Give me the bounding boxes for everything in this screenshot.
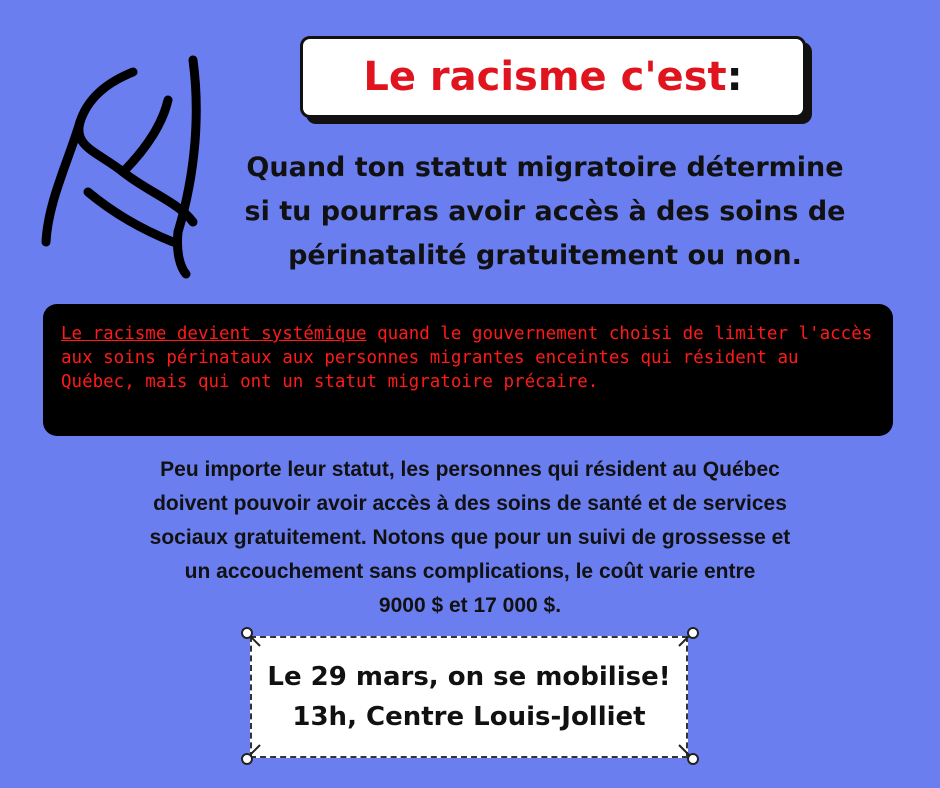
systemic-rest: quand le gouvernement choisi de limiter l'accès aux soins périnataux aux personnes migrantes enceintes qui résident au Québec, mais qui ont un statut migratoire précaire. bbox=[61, 324, 873, 392]
title-box bbox=[300, 36, 806, 118]
body-line: un accouchement sans complications, le coût varie entre bbox=[184, 560, 756, 583]
body-line: doivent pouvoir avoir accès à des soins de santé et de services bbox=[153, 492, 787, 515]
title-colon: : bbox=[726, 54, 743, 100]
systemic-highlight: Le racisme devient systémique bbox=[61, 324, 367, 344]
statement-line: périnatalité gratuitement ou non. bbox=[288, 240, 802, 271]
systemic-racism-text bbox=[61, 322, 881, 394]
systemic-racism-box bbox=[43, 304, 893, 436]
page-title bbox=[363, 54, 742, 100]
event-location-line: 13h, Centre Louis-Jolliet bbox=[292, 702, 646, 732]
pushpin-icon bbox=[674, 626, 700, 652]
statement-line: Quand ton statut migratoire détermine bbox=[246, 152, 844, 183]
hand-drawn-swirl-logo-icon bbox=[28, 52, 228, 282]
body-paragraph bbox=[40, 453, 900, 623]
body-line: Peu importe leur statut, les personnes qui résident au Québec bbox=[160, 458, 780, 481]
statement-block bbox=[225, 146, 865, 278]
pushpin-icon bbox=[240, 740, 266, 766]
body-line: sociaux gratuitement. Notons que pour un suivi de grossesse et bbox=[149, 526, 791, 549]
pushpin-icon bbox=[240, 626, 266, 652]
event-date-line: Le 29 mars, on se mobilise! bbox=[267, 662, 671, 692]
pushpin-icon bbox=[674, 740, 700, 766]
statement-line: si tu pourras avoir accès à des soins de bbox=[244, 196, 846, 227]
event-banner bbox=[250, 636, 688, 758]
title-main: Le racisme c'est bbox=[363, 54, 727, 100]
body-line: 9000 $ et 17 000 $. bbox=[378, 594, 562, 617]
